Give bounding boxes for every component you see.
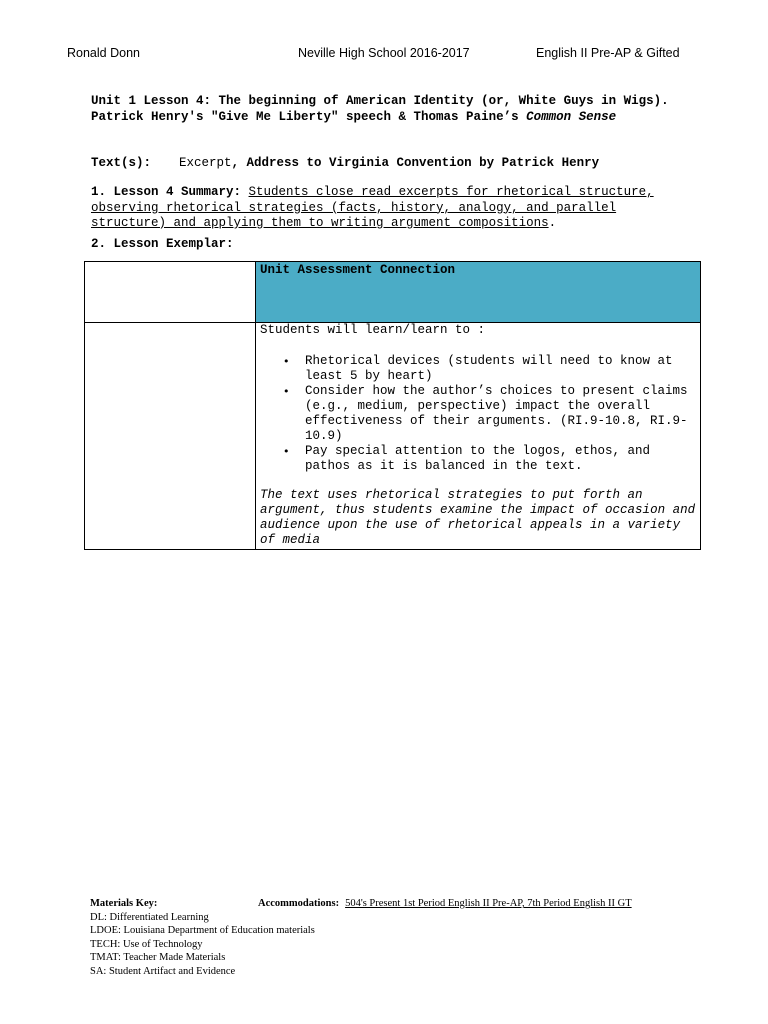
- table-header-row: [85, 262, 701, 323]
- list-item: • Pay special attention to the logos, ethos, and pathos as it is balanced in the text.: [305, 444, 696, 474]
- lesson-table: [84, 261, 701, 550]
- learning-list: [260, 354, 696, 474]
- materials-key-label: Materials Key:: [90, 898, 158, 909]
- lesson-title-main: Unit 1 Lesson 4: The beginning of American Identity (or, White Guys in Wigs). Patrick Henry's "Give Me Liberty" speech & Thomas Paine’s: [91, 94, 669, 124]
- learning-intro: Students will learn/learn to :: [260, 323, 486, 337]
- key-item-tech: TECH: Use of Technology: [90, 938, 203, 950]
- key-item-ldoe: LDOE: Louisiana Department of Education materials: [90, 925, 315, 936]
- texts-source: , Address to Virginia Convention by Patrick Henry: [231, 156, 600, 170]
- page-header: [0, 46, 768, 66]
- accommodations-label: Accommodations:: [258, 898, 340, 909]
- closing-statement: The text uses rhetorical strategies to put forth an argument, thus students examine the impact of occasion and audience upon the use of rhetorical appeals in a variety of media: [260, 488, 696, 547]
- course-name: English II Pre-AP & Gifted: [536, 46, 680, 60]
- accommodations-value: 504's Present 1st Period English II Pre-AP, 7th Period English II GT: [345, 898, 632, 909]
- school-name: Neville High School 2016-2017: [298, 46, 470, 60]
- table-header-cell: [256, 262, 701, 323]
- summary-period: .: [548, 216, 557, 230]
- lesson-title: [91, 93, 701, 125]
- accommodations: [258, 897, 632, 911]
- table-content-cell: [256, 323, 701, 550]
- lesson-summary: [91, 185, 671, 232]
- list-item: • Rhetorical devices (students will need to know at least 5 by heart): [305, 354, 696, 384]
- key-item-sa: SA: Student Artifact and Evidence: [90, 965, 236, 977]
- unit-assessment-title: Unit Assessment Connection: [260, 263, 456, 277]
- texts-line: [91, 156, 599, 170]
- exemplar-label: 2. Lesson Exemplar:: [91, 237, 234, 251]
- summary-label: 1. Lesson 4 Summary:: [91, 185, 242, 199]
- page-footer: [90, 897, 710, 978]
- table-body-row: [85, 323, 701, 550]
- summary-text: Students close read excerpts for rhetorical structure, observing rhetorical strategies (facts, history, analogy, and parallel structure) and applying them to writing argument compositions: [91, 185, 654, 230]
- lesson-title-italic: Common Sense: [526, 110, 617, 124]
- texts-excerpt: Excerpt: [179, 156, 232, 170]
- key-item-dl: DL: Differentiated Learning: [90, 911, 209, 923]
- texts-label: Text(s):: [91, 156, 152, 170]
- table-empty-cell: [85, 323, 256, 550]
- table-empty-cell: [85, 262, 256, 323]
- key-item-tmat: TMAT: Teacher Made Materials: [90, 952, 226, 963]
- list-item: • Consider how the author’s choices to present claims (e.g., medium, perspective) impact the overall effectiveness of their arguments. (RI.9-10.8, RI.9-10.9): [305, 384, 696, 444]
- author-name: Ronald Donn: [67, 46, 140, 60]
